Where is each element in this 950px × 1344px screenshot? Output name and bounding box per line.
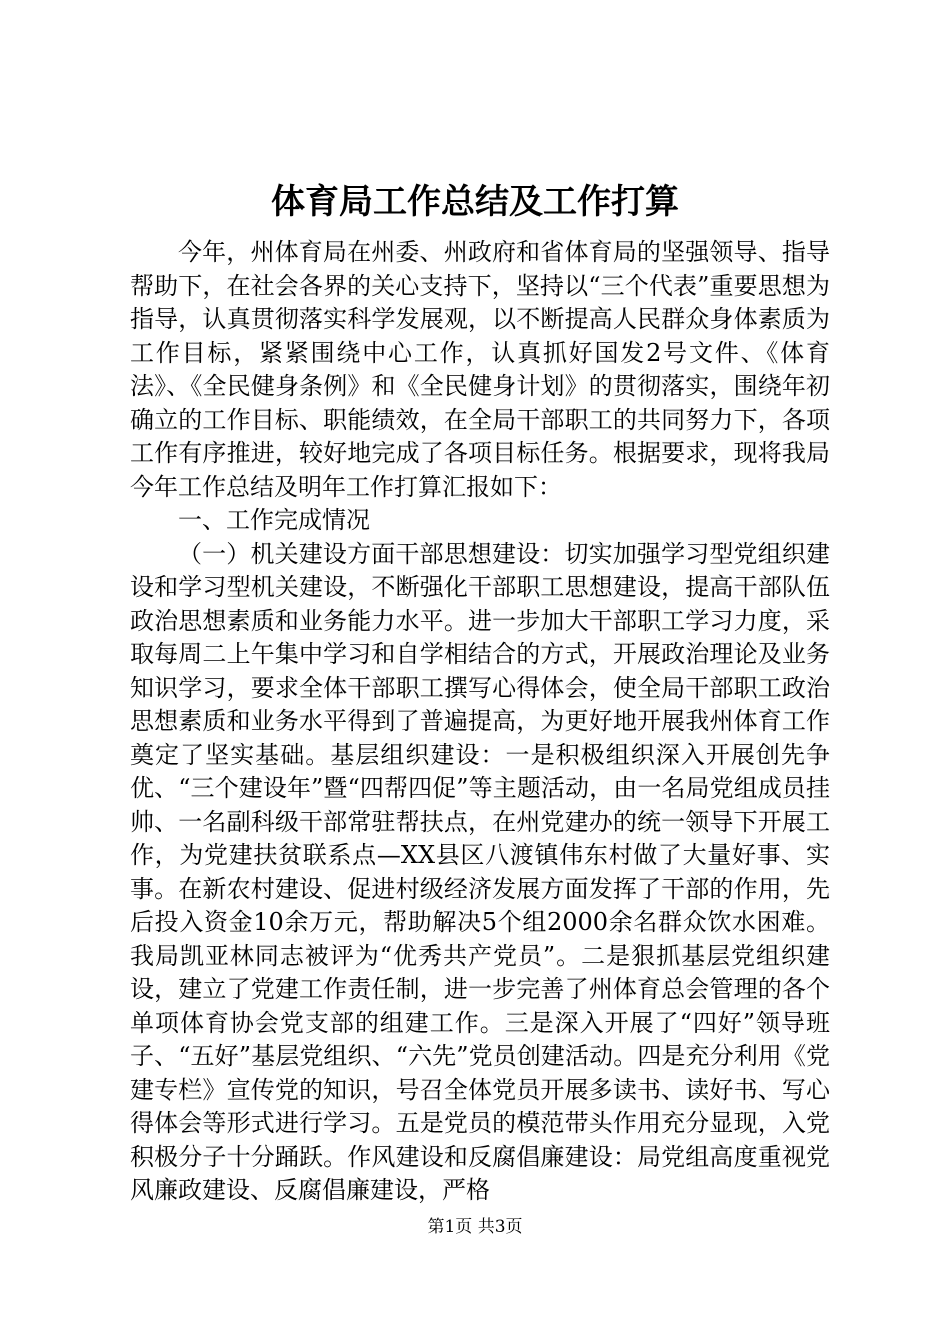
section-paragraph: （一）机关建设方面干部思想建设：切实加强学习型党组织建设和学习型机关建设，不断强化干部职工思想建设，提高干部队伍政治思想素质和业务能力水平。进一步加大干部职工学习力度，采取每周二上午集中学习和自学相结合的方式，开展政治理论及业务知识学习，要求全体干部职工撰写心得体会，使全局干部职工政治思想素质和业务水平得到了普遍提高，为更好地开展我州体育工作奠定了坚实基础。基层组织建设：一是积极组织深入开展创先争优、“三个建设年”暨“四帮四促”等主题活动，由一名局党组成员挂帅、一名副科级干部常驻帮扶点，在州党建办的统一领导下开展工作，为党建扶贫联系点—XX县区八渡镇伟东村做了大量好事、实事。在新农村建设、促进村级经济发展方面发挥了干部的作用，先后投入资金10余万元，帮助解决5个组2000余名群众饮水困难。我局凯亚林同志被评为“优秀共产党员”。二是狠抓基层党组织建设，建立了党建工作责任制，进一步完善了州体育总会管理的各个单项体育协会党支部的组建工作。三是深入开展了“四好”领导班子、“五好”基层党组织、“六先”党员创建活动。四是充分利用《党建专栏》宣传党的知识，号召全体党员开展多读书、读好书、写心得体会等形式进行学习。五是党员的模范带头作用充分显现，入党积极分子十分踊跃。作风建设和反腐倡廉建设：局党组高度重视党风廉政建设、反腐倡廉建设，严格 [130,539,830,1204]
document-body [130,236,830,1208]
page-number: 第1页 共3页 [427,1217,523,1237]
document-title: 体育局工作总结及工作打算 [271,182,679,222]
intro-paragraph: 今年，州体育局在州委、州政府和省体育局的坚强领导、指导帮助下，在社会各界的关心支持下，坚持以“三个代表”重要思想为指导，认真贯彻落实科学发展观，以不断提高人民群众身体素质为工作目标，紧紧围绕中心工作，认真抓好国发2号文件、《体育法》、《全民健身条例》和《全民健身计划》的贯彻落实，围绕年初确立的工作目标、职能绩效，在全局干部职工的共同努力下，各项工作有序推进，较好地完成了各项目标任务。根据要求，现将我局今年工作总结及明年工作打算汇报如下： [130,238,830,501]
section-heading: 一、工作完成情况 [178,506,370,534]
